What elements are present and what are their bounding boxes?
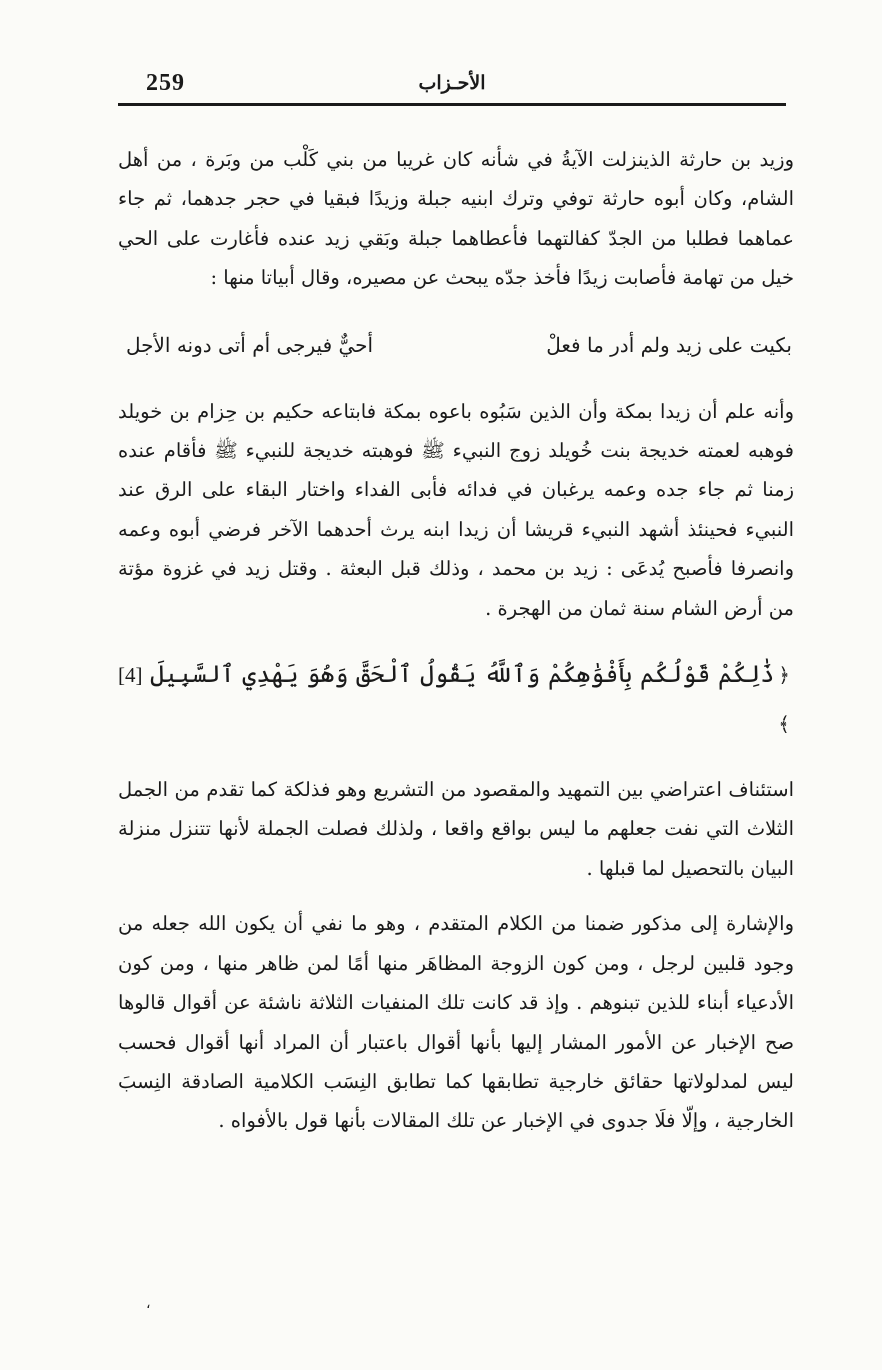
paragraph-commentary: استئناف اعتراضي بين التمهيد والمقصود من التشريع وهو فذلكة كما تقدم من الجمل الثلاث التي نفت جعلهم ما ليس بواقع واقعا ، ولذلك فصلت الجملة لأنها تتنزل منزلة البيان بالتحصيل لما قبلها .	[118, 778, 794, 880]
spacer	[118, 628, 794, 650]
quran-close-ornament: ﴾	[778, 712, 790, 737]
verse-second-hemistich: أحيٌّ فيرجى أم أتى دونه الأجل	[126, 332, 374, 357]
verse-first-hemistich: بكيت على زيد ولم أدر ما فعلْ	[546, 332, 792, 357]
paragraph-reference: والإشارة إلى مذكور ضمنا من الكلام المتقدم ، وهو ما نفي أن يكون الله جعله من وجود قلبين لرجل ، ومن كون الزوجة المظاهَر منها أمًا لمن ظاهر منها ، ومن كون الأدعياء أبناء للذين تبنوهم . وإذ قد كانت تلك المنفيات الثلاثة ناشئة عن أقوال قالوها صح الإخبار عن الأمور المشار إليها بأنها أقوال باعتبار أن المراد أنها أقوال فحسب ليس لمدلولاتها حقائق خارجية تطابقها كما تطابق النِسَب الكلامية الصادقة النِسبَ الخارجية ، وإلّا فلَا جدوى في الإخبار عن تلك المقالات بأنها قول بالأفواه .	[118, 912, 794, 1133]
spacer	[118, 370, 794, 392]
poetry-verse	[118, 320, 794, 370]
page-number: 259	[146, 70, 185, 96]
spacer	[118, 748, 794, 770]
spacer	[118, 888, 794, 904]
quran-open-ornament: ﴿	[778, 663, 790, 688]
spacer	[118, 298, 794, 320]
ayah-number: [4]	[118, 663, 143, 688]
quran-verse-text: ذَٰلِكُمْ قَوْلُكُم بِأَفْوَٰهِكُمْ وَٱللَّهُ يَقُولُ ٱلْحَقَّ وَهُوَ يَهْدِي ٱلسَّبِيلَ	[150, 660, 775, 689]
header-rule	[118, 103, 786, 106]
paragraph-zaid-story: وأنه علم أن زيدا بمكة وأن الذين سَبُوه باعوه بمكة فابتاعه حكيم بن حِزام بن خويلد فوهبه لعمته خديجة بنت خُويلد زوج النبيء ﷺ فوهبته خديجة للنبيء ﷺ فأقام عنده زمنا ثم جاء جده وعمه يرغبان في فدائه فأبى الفداء واختار البقاء على الرق عند النبيء فحينئذ أشهد النبيء قريشا أن زيدا ابنه يرث أحدهما الآخر فرضي أبوه وعمه وانصرفا فأصبح يُدعَى : زيد بن محمد ، وذلك قبل البعثة . وقتل زيد في غزوة مؤتة من أرض الشام سنة ثمان من الهجرة .	[118, 399, 794, 620]
page-body	[118, 140, 794, 1141]
quran-verse	[118, 650, 794, 748]
running-title: الأحـزاب	[418, 72, 486, 94]
stray-mark: ،	[146, 1296, 151, 1312]
paragraph-zaid-origin: وزيد بن حارثة الذينزلت الآيةُ في شأنه كان غريبا من بني كَلْب من وبَرة ، من أهل الشام، وكان أبوه حارثة توفي وترك ابنيه جبلة وزيدًا فبقيا في حجر جدهما، ثم جاء عماهما فطلبا من الجدّ كفالتهما فأعطاهما جبلة وبَقي زيد عنده فأغارت على الحي خيل من تهامة فأصابت زيدًا فأخذ جدّه يبحث عن مصيره، وقال أبياتا منها :	[118, 148, 794, 290]
page-header	[118, 62, 786, 106]
